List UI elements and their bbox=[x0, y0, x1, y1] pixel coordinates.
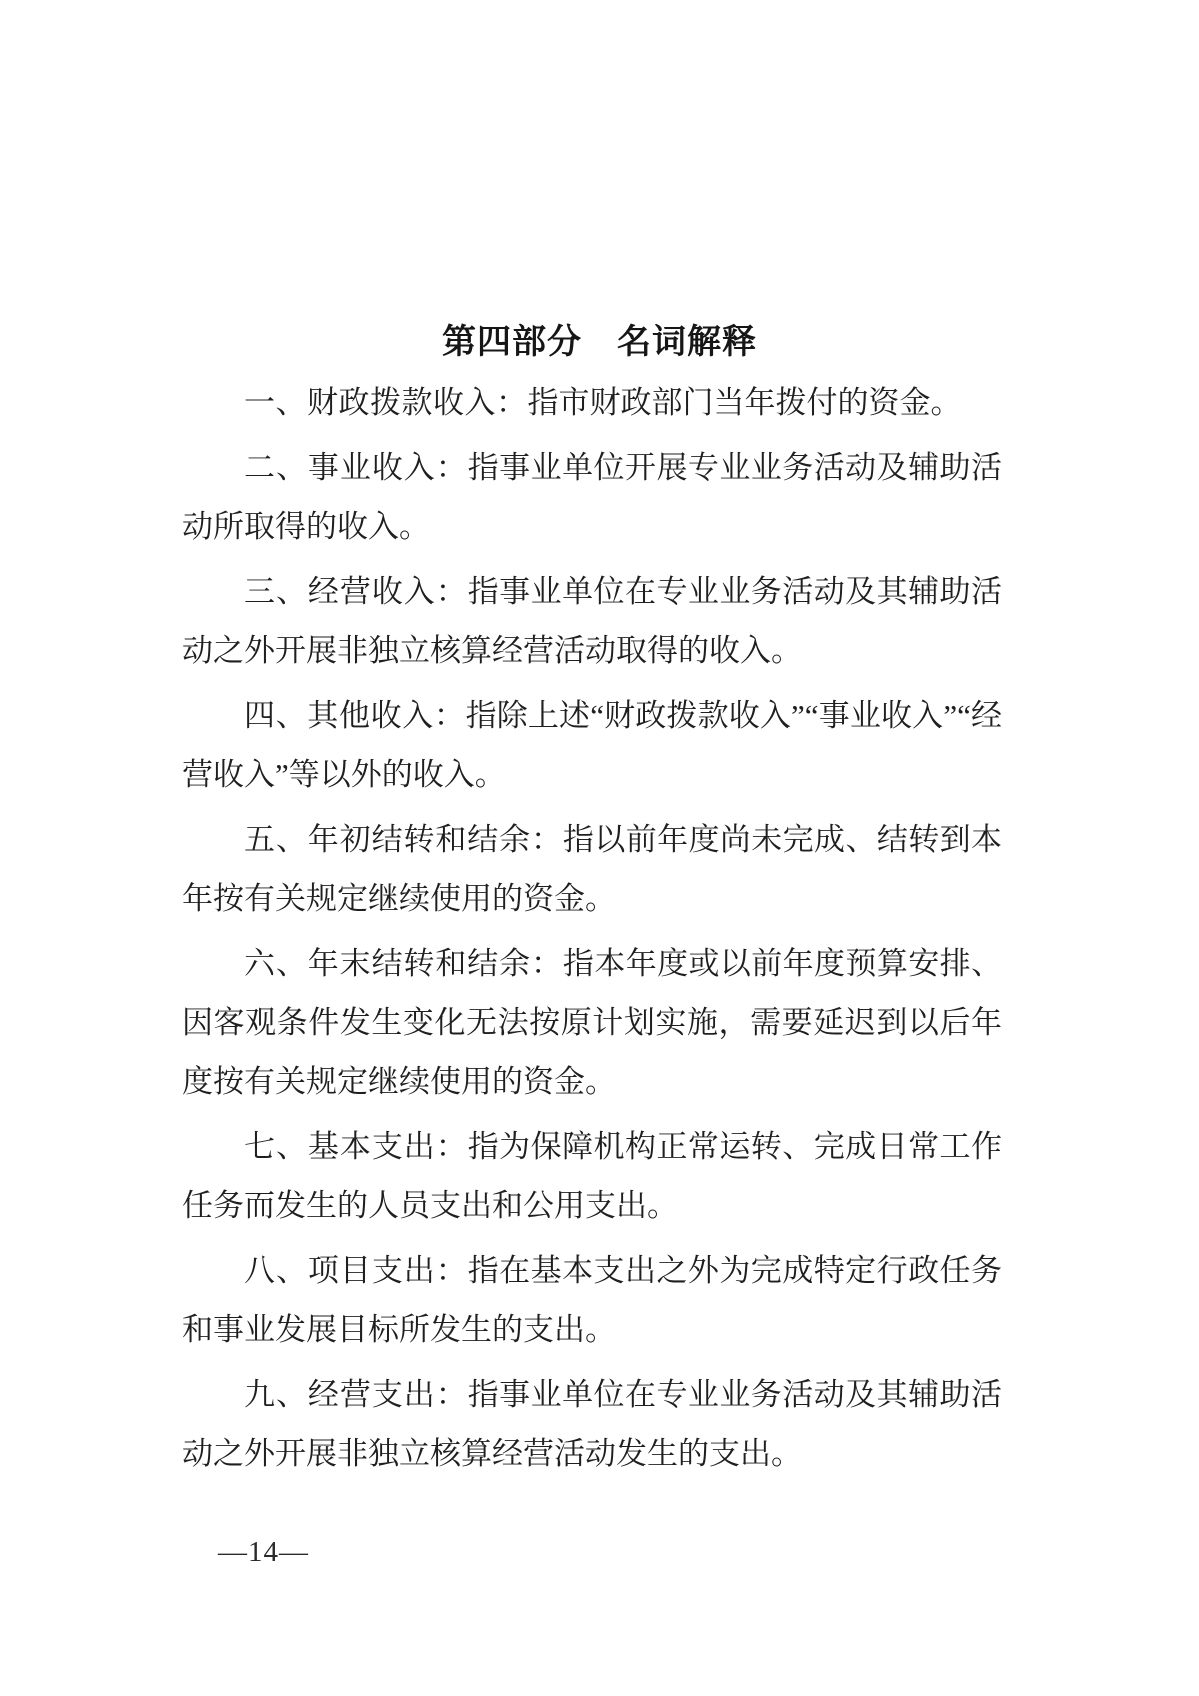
term-label: 一、财政拨款收入： bbox=[244, 385, 528, 420]
definition-text: 指在基本支出之外为完成特定行政任务和事业发展目标所发生的支出。 bbox=[182, 1253, 1003, 1347]
page-number: —14— bbox=[218, 1536, 309, 1568]
definition-text: 指事业单位在专业业务活动及其辅助活动之外开展非独立核算经营活动发生的支出。 bbox=[182, 1377, 1003, 1471]
definition-text: 指事业单位开展专业业务活动及辅助活动所取得的收入。 bbox=[182, 450, 1003, 544]
definition-text: 指事业单位在专业业务活动及其辅助活动之外开展非独立核算经营活动取得的收入。 bbox=[182, 574, 1003, 668]
definition-text: 指市财政部门当年拨付的资金。 bbox=[527, 385, 962, 420]
definition-text: 指以前年度尚未完成、结转到本年按有关规定继续使用的资金。 bbox=[182, 822, 1003, 916]
glossary-item bbox=[182, 438, 1002, 556]
term-label: 七、基本支出： bbox=[244, 1129, 468, 1164]
definition-text: 指除上述“财政拨款收入”“事业收入”“经营收入”等以外的收入。 bbox=[182, 698, 1003, 792]
term-label: 五、年初结转和结余： bbox=[244, 822, 563, 857]
term-label: 三、经营收入： bbox=[244, 574, 468, 609]
section-title: 第四部分 名词解释 bbox=[442, 323, 757, 361]
term-label: 二、事业收入： bbox=[244, 450, 468, 485]
term-label: 六、年末结转和结余： bbox=[244, 946, 563, 981]
glossary-item bbox=[182, 1365, 1002, 1483]
glossary-item bbox=[182, 1117, 1002, 1235]
term-label: 九、经营支出： bbox=[244, 1377, 468, 1412]
definition-text: 指本年度或以前年度预算安排、因客观条件发生变化无法按原计划实施，需要延迟到以后年度按有关规定继续使用的资金。 bbox=[182, 946, 1003, 1099]
glossary-list bbox=[182, 373, 1002, 1489]
glossary-item bbox=[182, 934, 1002, 1111]
glossary-item bbox=[182, 810, 1002, 928]
glossary-item bbox=[182, 562, 1002, 680]
term-label: 四、其他收入： bbox=[244, 698, 466, 733]
glossary-item bbox=[182, 686, 1002, 804]
glossary-item bbox=[182, 1241, 1002, 1359]
term-label: 八、项目支出： bbox=[244, 1253, 468, 1288]
definition-text: 指为保障机构正常运转、完成日常工作任务而发生的人员支出和公用支出。 bbox=[182, 1129, 1003, 1223]
glossary-item bbox=[182, 373, 1002, 432]
